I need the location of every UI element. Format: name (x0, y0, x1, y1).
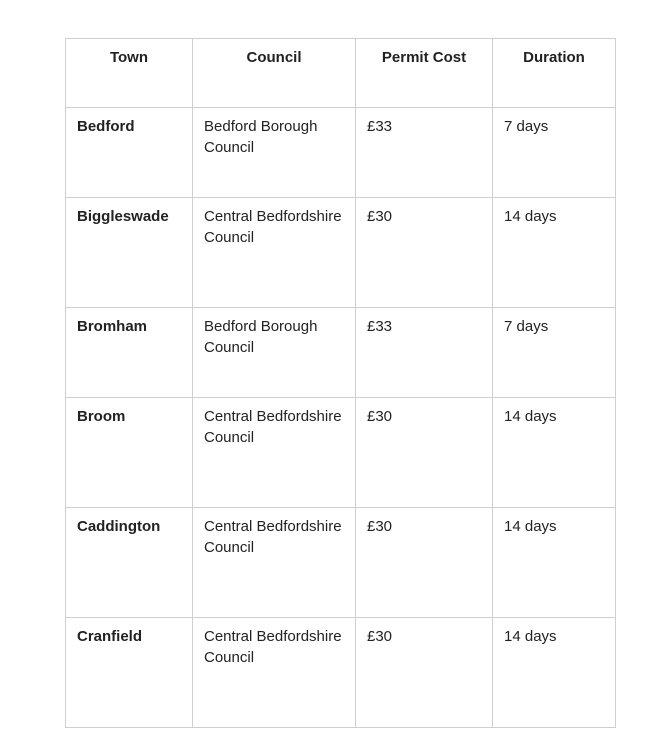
permit-cost-cell: £30 (356, 618, 493, 728)
town-cell: Biggleswade (66, 198, 193, 308)
table-header (66, 39, 616, 108)
duration-cell: 14 days (493, 508, 616, 618)
permit-cost-cell: £30 (356, 198, 493, 308)
duration-cell: 14 days (493, 198, 616, 308)
duration-cell: 7 days (493, 108, 616, 198)
council-cell: Bedford Borough Council (193, 308, 356, 398)
town-cell: Caddington (66, 508, 193, 618)
table-row (66, 398, 616, 508)
duration-cell: 7 days (493, 308, 616, 398)
council-cell: Central Bedfordshire Council (193, 508, 356, 618)
table-row (66, 308, 616, 398)
header-town: Town (66, 39, 193, 108)
header-council: Council (193, 39, 356, 108)
council-cell: Central Bedfordshire Council (193, 198, 356, 308)
permit-table (65, 38, 616, 728)
town-cell: Broom (66, 398, 193, 508)
permit-cost-cell: £30 (356, 508, 493, 618)
header-duration: Duration (493, 39, 616, 108)
town-cell: Cranfield (66, 618, 193, 728)
table-body (66, 108, 616, 728)
permit-cost-cell: £33 (356, 108, 493, 198)
council-cell: Central Bedfordshire Council (193, 398, 356, 508)
council-cell: Bedford Borough Council (193, 108, 356, 198)
council-cell: Central Bedfordshire Council (193, 618, 356, 728)
duration-cell: 14 days (493, 398, 616, 508)
permit-cost-cell: £30 (356, 398, 493, 508)
permit-cost-cell: £33 (356, 308, 493, 398)
town-cell: Bedford (66, 108, 193, 198)
duration-cell: 14 days (493, 618, 616, 728)
table-row (66, 618, 616, 728)
town-cell: Bromham (66, 308, 193, 398)
header-row (66, 39, 616, 108)
table-row (66, 108, 616, 198)
header-permit-cost: Permit Cost (356, 39, 493, 108)
table-row (66, 198, 616, 308)
table-row (66, 508, 616, 618)
